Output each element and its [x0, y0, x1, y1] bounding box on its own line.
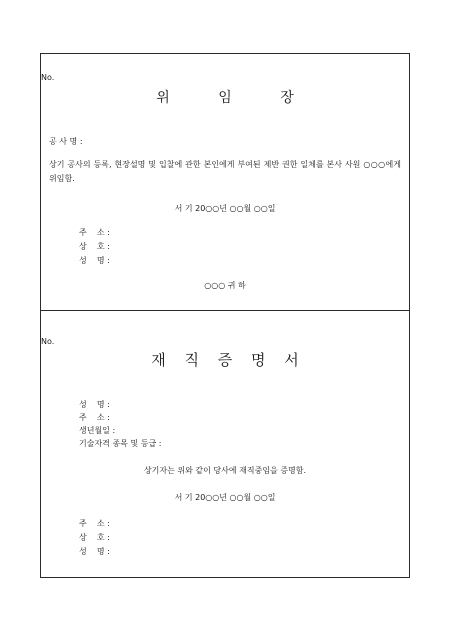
form1-field-company: 상 호 :	[79, 242, 110, 251]
form2-field-address: 주 소 :	[79, 413, 110, 422]
section-divider	[41, 310, 409, 311]
form2-statement: 상기자는 위와 같이 당사에 재직중임을 증명함.	[143, 466, 307, 475]
form1-field-address: 주 소 :	[79, 228, 110, 237]
form1-addressee: ○○○ 귀 하	[204, 281, 246, 290]
form1-title: 위 임 장	[156, 90, 316, 106]
form2-date: 서 기 20○○년 ○○월 ○○일	[174, 493, 276, 502]
form2-title: 재 직 증 명 서	[151, 351, 306, 369]
form1-date: 서 기 20○○년 ○○월 ○○일	[174, 204, 276, 213]
document-frame	[40, 53, 410, 578]
form2-issuer-company: 상 호 :	[79, 533, 110, 542]
form2-no-label: No.	[41, 337, 55, 346]
form2-field-qualification: 기술자격 종목 및 등급 :	[79, 439, 162, 448]
form2-issuer-name: 성 명 :	[79, 547, 110, 556]
form2-field-name: 성 명 :	[79, 400, 110, 409]
form1-construction-name: 공 사 명 :	[49, 137, 83, 146]
form1-field-name: 성 명 :	[79, 256, 110, 265]
form2-field-birthdate: 생년월일 :	[79, 426, 116, 435]
form2-issuer-address: 주 소 :	[79, 519, 110, 528]
form1-no-label: No.	[41, 73, 55, 82]
form1-body-text: 상기 공사의 등록, 현장설명 및 입찰에 관한 본인에게 부여된 제반 권한 일체를 본사 사원 ○○○에게 위임함.	[49, 160, 401, 183]
